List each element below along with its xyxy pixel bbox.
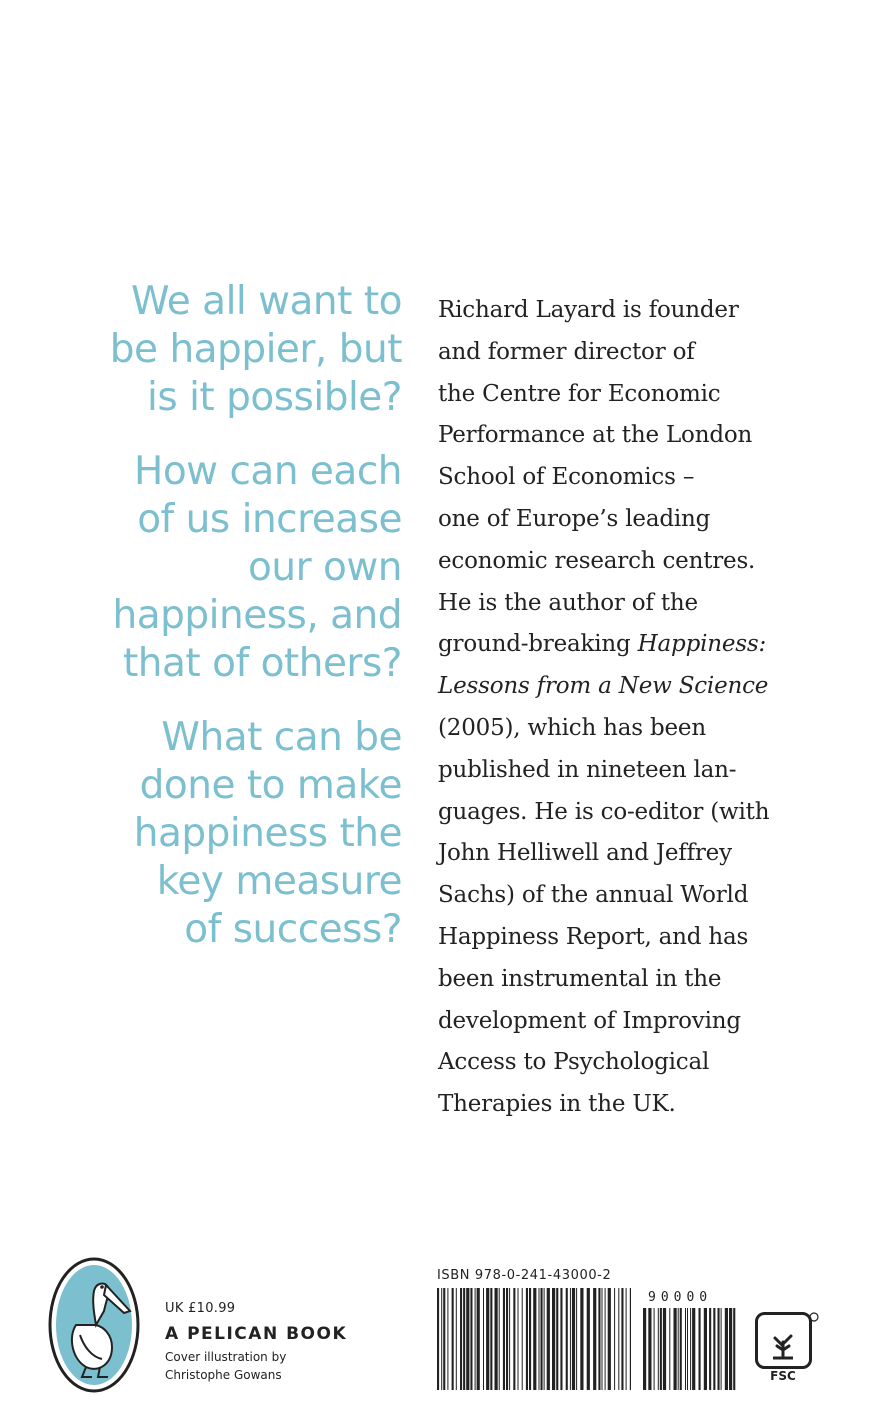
author-bio	[438, 290, 808, 1126]
book-subtitle: Lessons from a New Science	[438, 673, 769, 700]
isbn-label: ISBN 978-0-241-43000-2	[437, 1268, 612, 1283]
cover-questions	[70, 278, 402, 980]
bio-line: the Centre for Economic	[438, 380, 721, 407]
bio-line: (2005), which has been	[438, 714, 706, 741]
question-2: How can each of us increase our own happiness, and that of others?	[112, 449, 402, 686]
cover-credit-line: Christophe Gowans	[165, 1368, 282, 1382]
fsc-logo-icon	[755, 1312, 819, 1382]
bio-line: and former director of	[438, 338, 695, 365]
fsc-label: FSC	[770, 1369, 796, 1382]
bio-line: Access to Psychological	[438, 1049, 710, 1076]
imprint-block	[165, 1300, 347, 1383]
bio-line: economic research centres.	[438, 547, 756, 574]
barcode-addon-digits: 90000	[648, 1290, 713, 1305]
bio-line: Performance at the London	[438, 422, 753, 449]
bio-line: John Helliwell and Jeffrey	[438, 840, 732, 867]
bio-line: He is the author of the	[438, 589, 698, 616]
bio-text: ground-breaking	[438, 631, 638, 658]
bio-line: been instrumental in the	[438, 965, 722, 992]
question-1: We all want to be happier, but is it possible?	[109, 279, 402, 420]
price-label: UK £10.99	[165, 1301, 236, 1316]
question-3: What can be done to make happiness the key measure of success?	[133, 715, 402, 952]
bio-line: one of Europe’s leading	[438, 505, 711, 532]
bio-line	[438, 624, 808, 666]
book-title: Happiness:	[637, 631, 767, 658]
bio-line: Happiness Report, and has	[438, 923, 749, 950]
bio-line: Sachs) of the annual World	[438, 882, 749, 909]
barcode-addon-icon	[643, 1308, 737, 1390]
bio-line: Therapies in the UK.	[438, 1091, 676, 1118]
imprint-label: A PELICAN BOOK	[165, 1324, 348, 1344]
barcode-icon	[437, 1288, 631, 1390]
bio-line	[438, 666, 808, 708]
bio-line: published in nineteen lan-	[438, 756, 737, 783]
cover-credit-line: Cover illustration by	[165, 1350, 287, 1364]
bio-line: Richard Layard is founder	[438, 297, 739, 323]
bio-line: guages. He is co-editor (with	[438, 798, 770, 825]
pelican-logo-icon	[46, 1255, 142, 1395]
bio-line: development of Improving	[438, 1007, 741, 1034]
bio-line: School of Economics –	[438, 464, 695, 491]
